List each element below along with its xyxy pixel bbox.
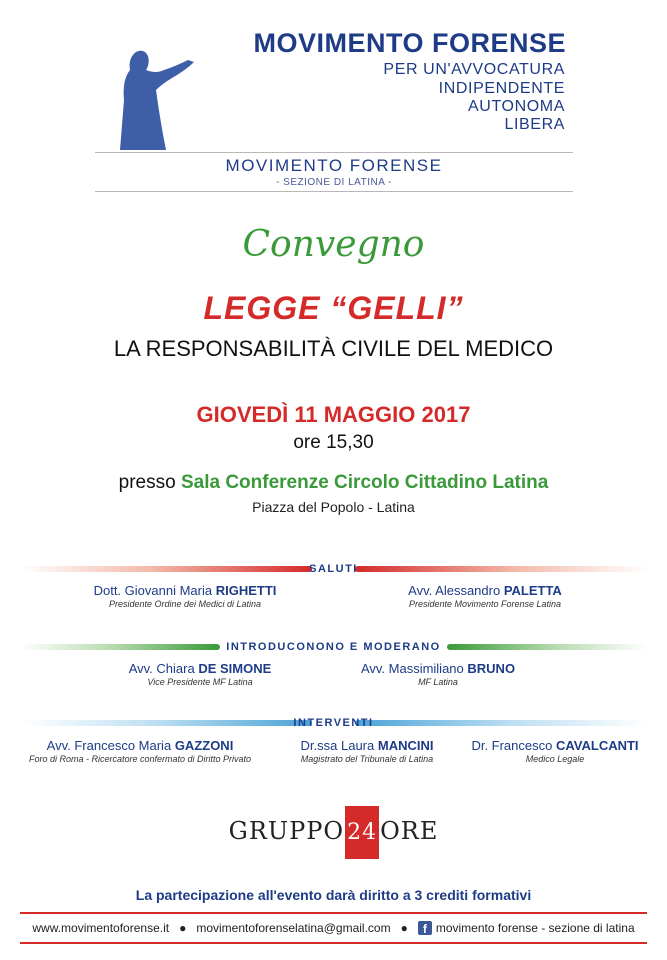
event-venue <box>0 472 667 494</box>
event-subtitle: LA RESPONSABILITÀ CIVILE DEL MEDICO <box>113 336 554 361</box>
tagline-line-4: LIBERA <box>504 116 565 133</box>
sponsor-left: GRUPPO <box>228 817 345 845</box>
speaker-surname: BRUNO <box>467 661 516 676</box>
speaker-prefix: Avv. Chiara <box>128 661 195 676</box>
speaker-prefix: Dott. Giovanni Maria <box>93 583 213 598</box>
introducono-heading: INTRODUCONONO E MODERANO <box>226 641 441 653</box>
website-link[interactable]: www.movimentoforense.it <box>32 921 170 935</box>
speaker-mancini <box>272 738 462 753</box>
tagline-line-3: AUTONOMA <box>468 98 565 115</box>
header-divider-bottom <box>95 191 573 192</box>
section-title: MOVIMENTO FORENSE <box>225 156 443 175</box>
role-cavalcanti: Medico Legale <box>525 754 585 764</box>
org-title: MOVIMENTO FORENSE <box>253 28 566 58</box>
speaker-prefix: Avv. Alessandro <box>408 583 501 598</box>
header-divider-top <box>95 152 573 153</box>
event-title: LEGGE “GELLI” <box>203 290 464 326</box>
footer-rule-top <box>20 912 647 914</box>
logo-figure-icon <box>100 40 200 150</box>
tagline-line-2: INDIPENDENTE <box>438 80 565 97</box>
speaker-prefix: Dr.ssa Laura <box>300 738 375 753</box>
speaker-surname: RIGHETTI <box>215 583 277 598</box>
speaker-prefix: Avv. Francesco Maria <box>46 738 172 753</box>
facebook-icon: f <box>418 921 432 935</box>
role-mancini: Magistrato del Tribunale di Latina <box>300 754 434 764</box>
sponsor-logo <box>0 806 667 859</box>
section-subtitle: - SEZIONE DI LATINA - <box>276 177 392 188</box>
speaker-surname: PALETTA <box>503 583 562 598</box>
separator-dot-icon: ● <box>179 921 187 935</box>
credits-note: La partecipazione all'evento darà diritto a 3 crediti formativi <box>135 887 532 903</box>
facebook-link[interactable] <box>418 921 635 935</box>
sponsor-right: ORE <box>380 817 439 845</box>
role-bruno: MF Latina <box>418 677 458 687</box>
speaker-surname: GAZZONI <box>174 738 234 753</box>
email-link[interactable]: movimentoforenselatina@gmail.com <box>196 921 391 935</box>
venue-prefix: presso <box>118 472 176 493</box>
speaker-paletta <box>340 583 630 598</box>
speaker-surname: DE SIMONE <box>198 661 272 676</box>
speaker-prefix: Dr. Francesco <box>471 738 553 753</box>
role-de-simone: Vice Presidente MF Latina <box>147 677 253 687</box>
speaker-de-simone <box>80 661 320 676</box>
footer-contacts <box>0 921 667 935</box>
facebook-label: movimento forense - sezione di latina <box>435 921 635 935</box>
role-righetti: Presidente Ordine dei Medici di Latina <box>108 599 262 609</box>
speaker-surname: MANCINI <box>377 738 434 753</box>
event-date: GIOVEDÌ 11 MAGGIO 2017 <box>196 402 471 427</box>
event-time: ore 15,30 <box>293 432 374 453</box>
tagline-line-1: PER UN'AVVOCATURA <box>383 61 565 78</box>
separator-dot-icon: ● <box>400 921 408 935</box>
venue-name: Sala Conferenze Circolo Cittadino Latina <box>180 472 549 493</box>
event-type: Convegno <box>242 224 425 265</box>
footer-rule-bottom <box>20 942 647 944</box>
speaker-righetti <box>40 583 330 598</box>
speaker-bruno <box>318 661 558 676</box>
role-paletta: Presidente Movimento Forense Latina <box>408 599 562 609</box>
speaker-gazzoni <box>10 738 270 753</box>
interventi-heading: INTERVENTI <box>293 717 374 729</box>
saluti-heading: SALUTI <box>309 563 358 575</box>
sponsor-box: 24 <box>345 806 379 859</box>
speaker-cavalcanti <box>455 738 655 753</box>
role-gazzoni: Foro di Roma - Ricercatore confermato di Diritto Privato <box>28 754 252 764</box>
speaker-prefix: Avv. Massimiliano <box>360 661 464 676</box>
speaker-surname: CAVALCANTI <box>555 738 639 753</box>
event-address: Piazza del Popolo - Latina <box>252 499 415 515</box>
